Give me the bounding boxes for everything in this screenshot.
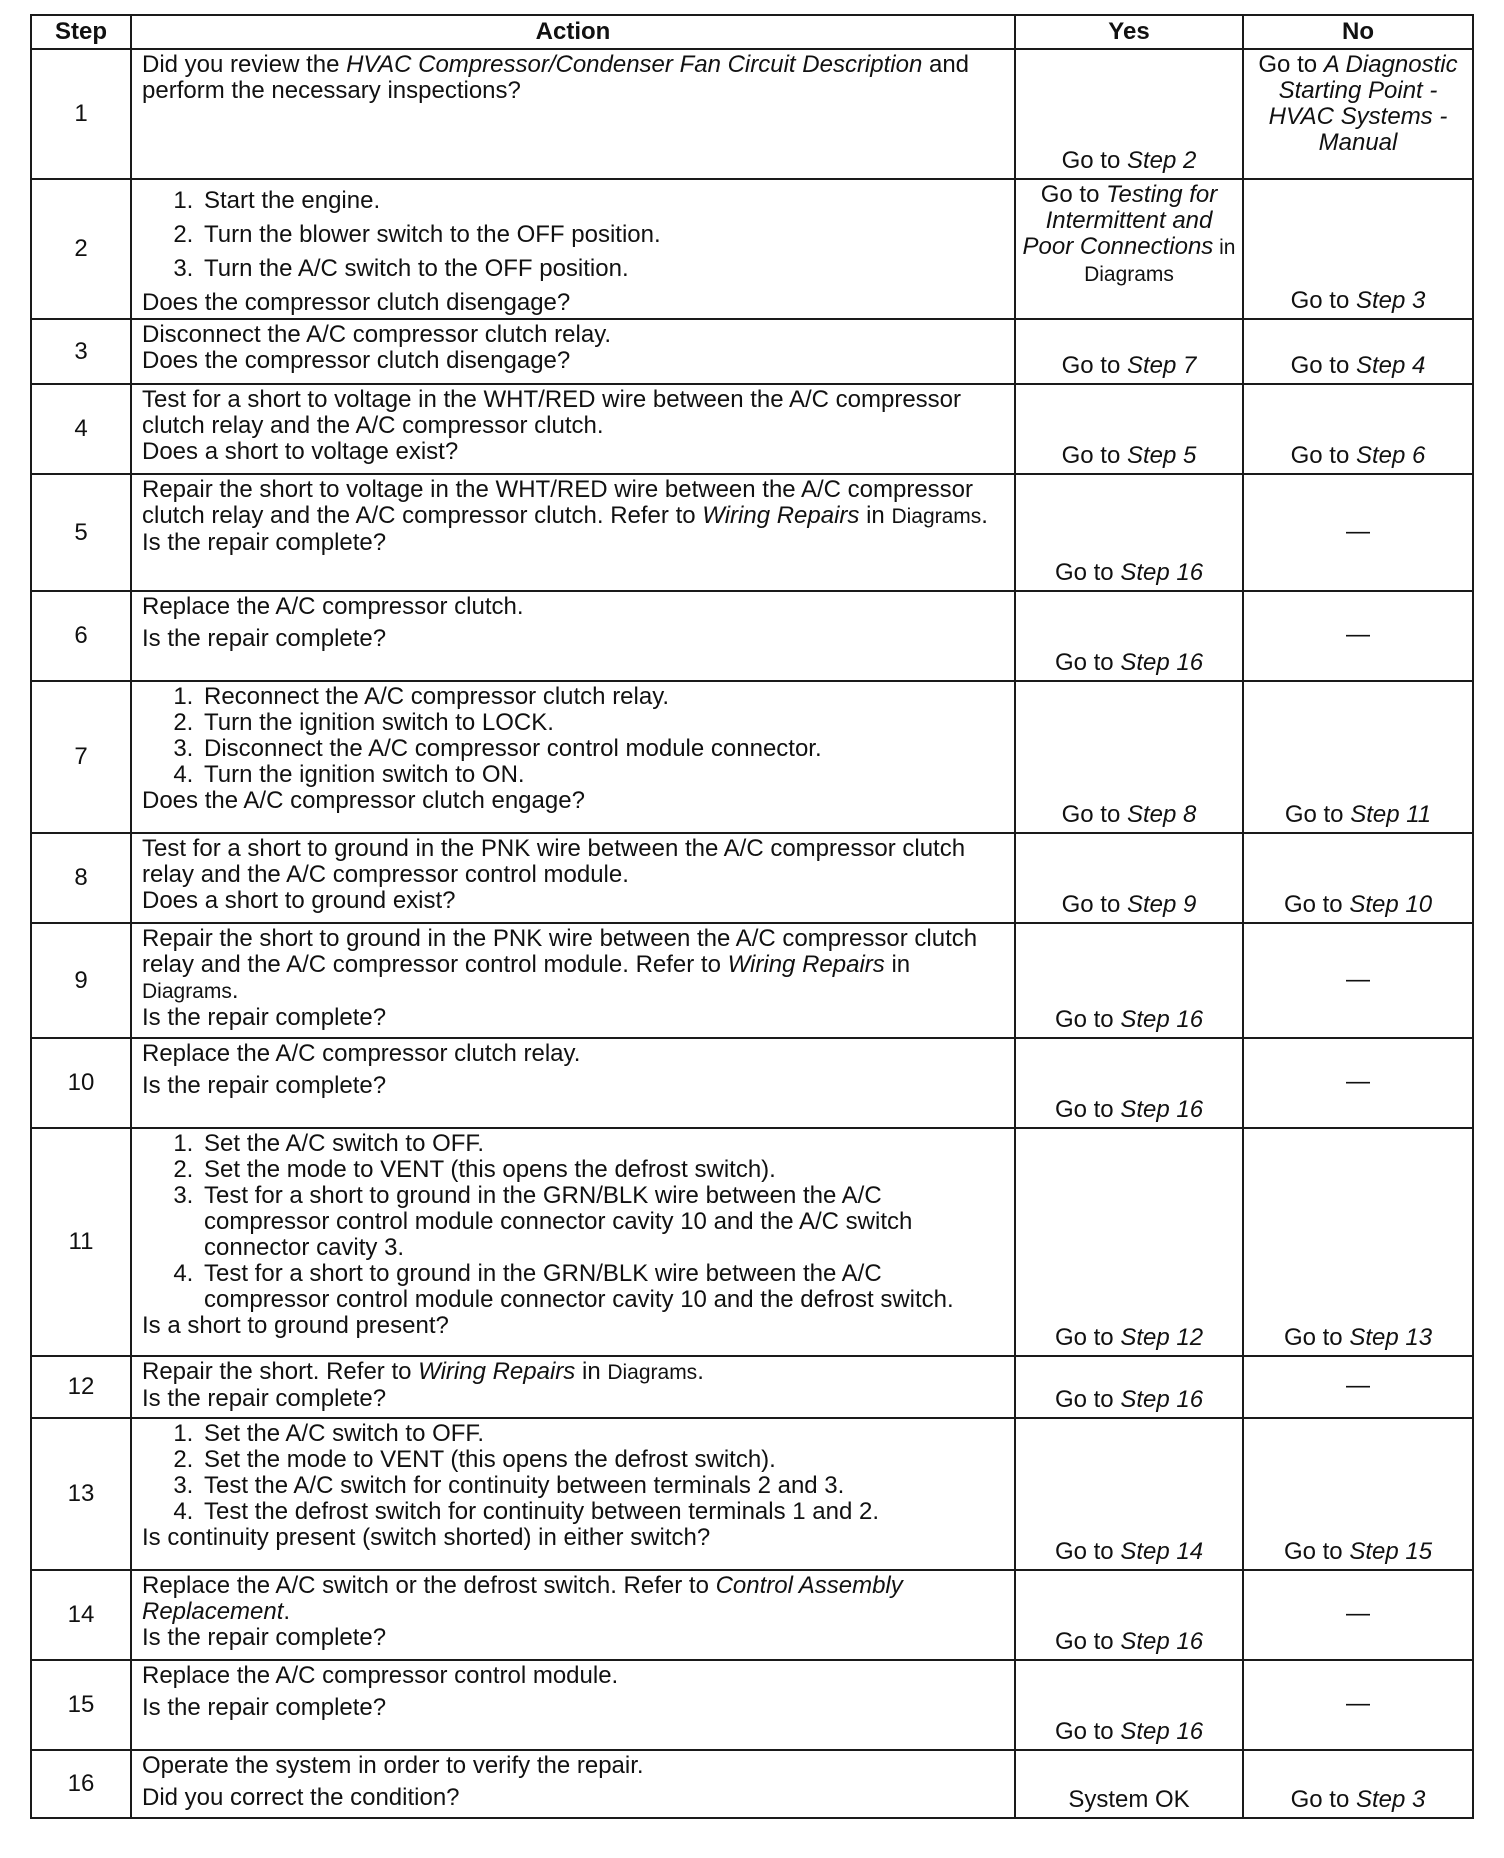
action-question: Did you correct the condition? (142, 1784, 460, 1811)
yes-step-link[interactable]: Step 8 (1126, 801, 1197, 828)
action-text: Did you review the (142, 51, 347, 78)
yes-cell (1015, 1570, 1243, 1660)
list-item: 4. Test for a short to ground in the GRN/BLK wire between the A/C compressor control module connector cavity 10 and the defrost switch. (200, 1261, 1008, 1313)
table-row (31, 384, 1473, 474)
action-text: and perform the necessary inspections? (142, 51, 970, 104)
yes-cell (1015, 591, 1243, 681)
no-cell (1243, 49, 1473, 179)
yes-prefix: Go to (1054, 649, 1121, 676)
yes-step-link[interactable]: Step 16 (1120, 559, 1204, 586)
no-cell (1243, 1038, 1473, 1128)
action-reference[interactable]: Wiring Repairs (727, 951, 885, 978)
action-text: . (697, 1358, 704, 1385)
table-row (31, 179, 1473, 319)
step-number: 13 (31, 1418, 131, 1570)
action-cell (131, 591, 1015, 681)
list-item: 3. Disconnect the A/C compressor control module connector. (200, 736, 1008, 762)
no-step-link[interactable]: Step 13 (1349, 1324, 1433, 1351)
yes-prefix: Go to (1054, 1538, 1121, 1565)
header-row (31, 15, 1473, 49)
table-row (31, 1356, 1473, 1418)
no-step-link[interactable]: A Diagnostic Starting Point - HVAC Systems - Manual (1268, 51, 1458, 156)
no-prefix: Go to (1283, 1538, 1350, 1565)
action-text: in (575, 1358, 608, 1385)
action-cell (131, 833, 1015, 923)
no-prefix: Go to (1290, 287, 1356, 314)
action-list (142, 1421, 1008, 1525)
table-row (31, 1418, 1473, 1570)
table-row (31, 49, 1473, 179)
action-list (142, 1131, 1008, 1313)
action-question: Is the repair complete? (142, 1004, 387, 1031)
yes-prefix: Go to (1054, 1006, 1121, 1033)
step-number: 3 (31, 319, 131, 384)
action-text: Operate the system in order to verify the repair. (142, 1752, 644, 1779)
action-cell (131, 49, 1015, 179)
header-action: Action (131, 15, 1015, 49)
list-item: 1. Reconnect the A/C compressor clutch relay. (200, 684, 1008, 710)
yes-step-link[interactable]: Step 7 (1126, 352, 1197, 379)
yes-suffix: in Diagrams (1084, 236, 1236, 286)
action-reference: HVAC Compressor/Condenser Fan Circuit Description (346, 51, 923, 78)
yes-step-link[interactable]: Step 16 (1120, 1386, 1204, 1413)
step-number: 5 (31, 474, 131, 591)
yes-cell (1015, 923, 1243, 1038)
step-number: 14 (31, 1570, 131, 1660)
table-row (31, 1660, 1473, 1750)
list-item: 2. Turn the blower switch to the OFF position. (200, 222, 1008, 248)
action-reference[interactable]: Wiring Repairs (418, 1358, 576, 1385)
yes-cell (1015, 1038, 1243, 1128)
action-question: Is continuity present (switch shorted) in either switch? (142, 1524, 711, 1551)
no-dash: — (1346, 1690, 1370, 1717)
action-text: . (231, 977, 239, 1004)
action-list (142, 188, 1008, 282)
yes-cell (1015, 1128, 1243, 1356)
action-question: Does the compressor clutch disengage? (142, 289, 571, 316)
step-number: 15 (31, 1660, 131, 1750)
yes-step-link[interactable]: Step 12 (1120, 1324, 1204, 1351)
action-text: Repair the short to voltage in the WHT/RED wire between the A/C compressor clutch relay and the A/C compressor clutch. Refer to (142, 476, 974, 529)
action-cell (131, 1418, 1015, 1570)
yes-prefix: Go to (1061, 147, 1127, 174)
action-question: Is the repair complete? (142, 1072, 387, 1099)
action-cell (131, 1356, 1015, 1418)
yes-step-link[interactable]: Step 9 (1126, 891, 1197, 918)
header-no: No (1243, 15, 1473, 49)
step-number: 10 (31, 1038, 131, 1128)
no-prefix: Go to (1283, 891, 1350, 918)
no-dash: — (1346, 1372, 1370, 1399)
table-row (31, 1128, 1473, 1356)
yes-cell (1015, 1750, 1243, 1818)
no-dash: — (1346, 1600, 1370, 1627)
table-row (31, 1570, 1473, 1660)
step-number: 11 (31, 1128, 131, 1356)
list-item: 3. Turn the A/C switch to the OFF position. (200, 256, 1008, 282)
no-cell (1243, 1418, 1473, 1570)
no-prefix: Go to (1284, 801, 1351, 828)
no-dash: — (1346, 965, 1370, 993)
step-number: 8 (31, 833, 131, 923)
no-cell (1243, 1128, 1473, 1356)
action-reference[interactable]: Control Assembly Replacement (142, 1572, 903, 1625)
no-cell (1243, 591, 1473, 681)
list-item: 1. Set the A/C switch to OFF. (200, 1131, 1008, 1157)
no-cell (1243, 319, 1473, 384)
action-question: Is the repair complete? (142, 1385, 387, 1412)
action-text: Repair the short. Refer to (142, 1358, 419, 1385)
table-row (31, 833, 1473, 923)
yes-step-link[interactable]: Step 5 (1126, 442, 1197, 469)
no-cell (1243, 1356, 1473, 1418)
yes-prefix: Go to (1054, 1324, 1121, 1351)
action-cell (131, 319, 1015, 384)
no-dash: — (1346, 621, 1370, 648)
no-cell (1243, 681, 1473, 833)
action-text: Repair the short to ground in the PNK wire between the A/C compressor clutch relay and the A/C compressor control module. Refer to (142, 925, 978, 978)
table-row (31, 591, 1473, 681)
action-cell (131, 1128, 1015, 1356)
no-cell (1243, 923, 1473, 1038)
action-cell (131, 179, 1015, 319)
header-yes: Yes (1015, 15, 1243, 49)
action-diagrams: Diagrams (891, 505, 982, 528)
action-cell (131, 1750, 1015, 1818)
no-prefix: Go to (1290, 442, 1356, 469)
yes-cell (1015, 179, 1243, 319)
action-text: Replace the A/C compressor control module. (142, 1662, 619, 1689)
table-row (31, 923, 1473, 1038)
action-question: Is a short to ground present? (142, 1312, 449, 1339)
step-number: 2 (31, 179, 131, 319)
yes-cell (1015, 384, 1243, 474)
step-number: 9 (31, 923, 131, 1038)
no-prefix: Go to (1290, 352, 1356, 379)
table-row (31, 474, 1473, 591)
no-cell (1243, 179, 1473, 319)
yes-step-link[interactable]: Step 16 (1120, 1096, 1204, 1123)
no-cell (1243, 1660, 1473, 1750)
step-number: 12 (31, 1356, 131, 1418)
list-item: 1. Start the engine. (200, 188, 1008, 214)
yes-cell (1015, 1356, 1243, 1418)
yes-prefix: Go to (1054, 1096, 1121, 1123)
list-item: 2. Set the mode to VENT (this opens the defrost switch). (200, 1157, 1008, 1183)
yes-prefix: Go to (1054, 559, 1121, 586)
action-text: Replace the A/C compressor clutch relay. (142, 1040, 581, 1067)
action-text: . (981, 502, 988, 529)
action-question: Does a short to ground exist? (142, 887, 456, 914)
action-question: Is the repair complete? (142, 1694, 387, 1721)
list-item: 2. Set the mode to VENT (this opens the defrost switch). (200, 1447, 1008, 1473)
yes-step-link[interactable]: Step 2 (1126, 147, 1197, 174)
yes-prefix: Go to (1040, 181, 1107, 208)
action-question: Is the repair complete? (142, 529, 387, 556)
no-cell (1243, 833, 1473, 923)
diagnostic-table-page (30, 14, 1474, 1819)
list-item: 1. Set the A/C switch to OFF. (200, 1421, 1008, 1447)
list-item: 4. Test the defrost switch for continuity between terminals 1 and 2. (200, 1499, 1008, 1525)
action-diagrams: Diagrams (142, 980, 232, 1003)
action-text: Test for a short to ground in the PNK wire between the A/C compressor clutch relay and the A/C compressor control module. (142, 835, 966, 888)
yes-prefix: Go to (1061, 801, 1127, 828)
action-cell (131, 923, 1015, 1038)
no-cell (1243, 1750, 1473, 1818)
no-prefix: Go to (1258, 51, 1324, 78)
yes-prefix: Go to (1054, 1718, 1121, 1745)
yes-prefix: Go to (1061, 352, 1127, 379)
action-text: Disconnect the A/C compressor clutch relay. (142, 321, 612, 348)
step-number: 16 (31, 1750, 131, 1818)
no-step-link[interactable]: Step 11 (1350, 801, 1432, 828)
step-number: 4 (31, 384, 131, 474)
action-cell (131, 474, 1015, 591)
action-list (142, 684, 1008, 788)
no-cell (1243, 1570, 1473, 1660)
yes-cell (1015, 1418, 1243, 1570)
action-text: . (283, 1598, 291, 1625)
no-prefix: Go to (1283, 1324, 1350, 1351)
list-item: 3. Test the A/C switch for continuity between terminals 2 and 3. (200, 1473, 1008, 1499)
action-cell (131, 1570, 1015, 1660)
no-prefix: Go to (1290, 1786, 1356, 1813)
yes-cell (1015, 1660, 1243, 1750)
list-item: 4. Turn the ignition switch to ON. (200, 762, 1008, 788)
step-number: 7 (31, 681, 131, 833)
yes-step-link[interactable]: Step 16 (1120, 1006, 1204, 1033)
yes-prefix: Go to (1061, 442, 1127, 469)
yes-prefix: Go to (1061, 891, 1127, 918)
list-item: 3. Test for a short to ground in the GRN/BLK wire between the A/C compressor control module connector cavity 10 and the A/C switch connector cavity 3. (200, 1183, 1008, 1261)
yes-step-link[interactable]: Step 16 (1120, 1718, 1204, 1745)
action-question: Is the repair complete? (142, 1624, 387, 1651)
yes-result: System OK (1068, 1786, 1190, 1813)
action-question: Does the A/C compressor clutch engage? (142, 787, 585, 814)
action-text: Replace the A/C compressor clutch. (142, 593, 524, 620)
yes-step-link[interactable]: Step 16 (1120, 649, 1204, 676)
action-text: Replace the A/C switch or the defrost switch. Refer to (142, 1572, 716, 1599)
yes-prefix: Go to (1054, 1386, 1121, 1413)
no-dash: — (1346, 517, 1370, 545)
table-row (31, 319, 1473, 384)
no-step-link[interactable]: Step 15 (1349, 1538, 1433, 1565)
action-cell (131, 681, 1015, 833)
action-cell (131, 1038, 1015, 1128)
no-step-link[interactable]: Step 4 (1355, 352, 1426, 379)
no-dash: — (1346, 1068, 1370, 1095)
yes-step-link[interactable]: Step 14 (1120, 1538, 1204, 1565)
table-row (31, 681, 1473, 833)
diagnostic-table (30, 14, 1474, 1819)
table-row (31, 1038, 1473, 1128)
action-text: in (859, 502, 892, 529)
header-step: Step (31, 15, 131, 49)
yes-cell (1015, 833, 1243, 923)
no-cell (1243, 474, 1473, 591)
action-text: in (884, 951, 911, 978)
yes-step-link[interactable]: Step 16 (1120, 1628, 1204, 1655)
action-text: Test for a short to voltage in the WHT/RED wire between the A/C compressor clutch relay and the A/C compressor clutch. (142, 386, 961, 439)
no-step-link[interactable]: Step 3 (1355, 287, 1426, 314)
no-step-link[interactable]: Step 6 (1355, 442, 1426, 469)
action-reference[interactable]: Wiring Repairs (702, 502, 860, 529)
step-number: 1 (31, 49, 131, 179)
action-diagrams: Diagrams (607, 1361, 698, 1384)
table-row (31, 1750, 1473, 1818)
action-cell (131, 1660, 1015, 1750)
no-step-link[interactable]: Step 10 (1349, 891, 1433, 918)
no-step-link[interactable]: Step 3 (1355, 1786, 1426, 1813)
yes-cell (1015, 681, 1243, 833)
yes-prefix: Go to (1054, 1628, 1121, 1655)
action-question: Does the compressor clutch disengage? (142, 347, 571, 374)
action-cell (131, 384, 1015, 474)
yes-step-link[interactable]: Testing for Intermittent and Poor Connections (1022, 181, 1218, 260)
yes-cell (1015, 474, 1243, 591)
yes-cell (1015, 49, 1243, 179)
action-question: Does a short to voltage exist? (142, 438, 459, 465)
action-question: Is the repair complete? (142, 625, 387, 652)
no-cell (1243, 384, 1473, 474)
yes-cell (1015, 319, 1243, 384)
step-number: 6 (31, 591, 131, 681)
list-item: 2. Turn the ignition switch to LOCK. (200, 710, 1008, 736)
